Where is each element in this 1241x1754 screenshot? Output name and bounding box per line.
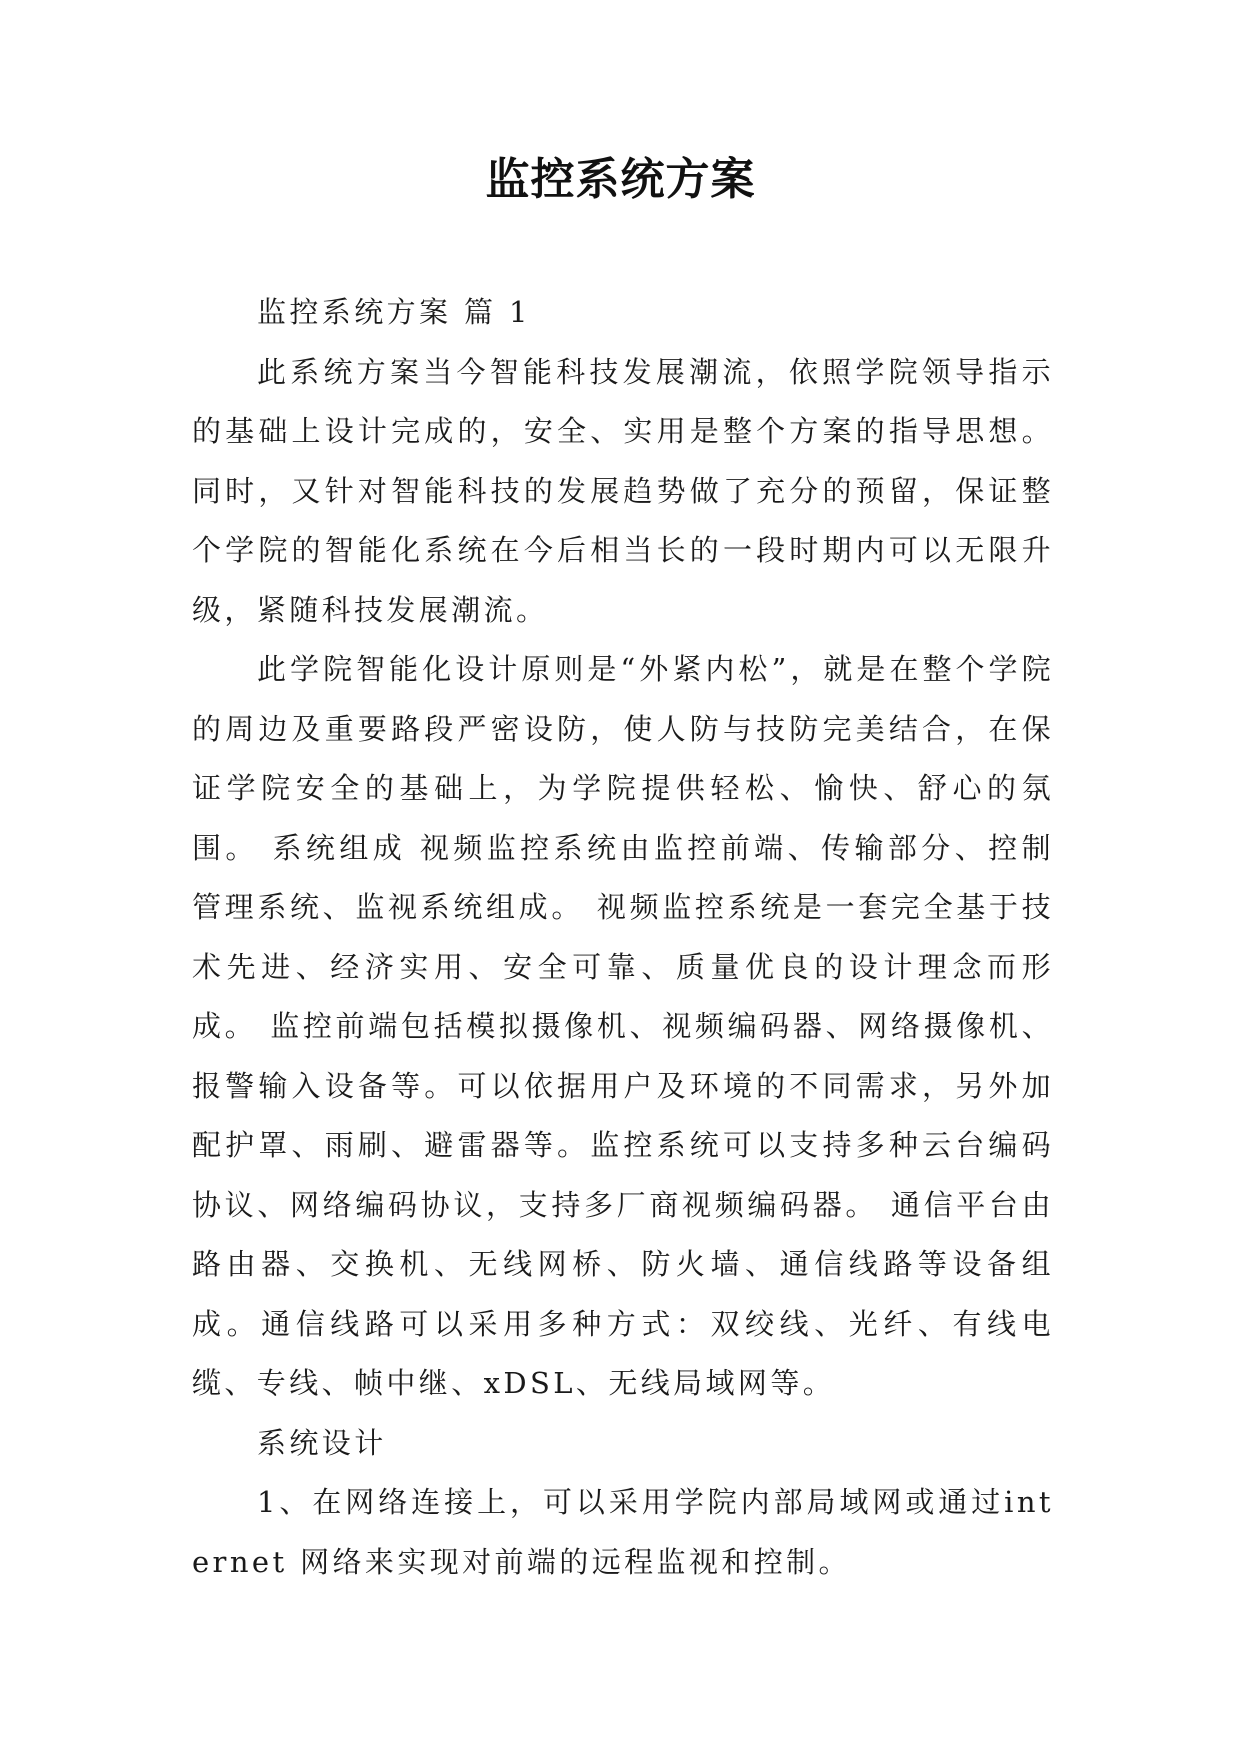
subsection-heading: 系统设计 [257,1425,387,1460]
document-body [192,283,1054,1592]
section-heading: 监控系统方案 篇 1 [257,295,531,329]
document-title: 监控系统方案 [485,154,756,205]
body-paragraph: 此系统方案当今智能科技发展潮流，依照学院领导指示的基础上设计完成的，安全、实用是整个方案的指导思想。同时，又针对智能科技的发展趋势做了充分的预留，保证整个学院的智能化系统在今后相当长的一段时期内可以无限升级，紧随科技发展潮流。 [192,354,1054,627]
body-paragraph: 1、在网络连接上，可以采用学院内部局域网或通过internet 网络来实现对前端的远程监视和控制。 [192,1485,1054,1579]
body-paragraph: 此学院智能化设计原则是“外紧内松”，就是在整个学院的周边及重要路段严密设防，使人防与技防完美结合，在保证学院安全的基础上，为学院提供轻松、愉快、舒心的氛围。 系统组成 视频监控系统由监控前端、传输部分、控制管理系统、监视系统组成。 视频监控系统是一套完全基于技术先进、经济实用、安全可靠、质量优良的设计理念而形成。 监控前端包括模拟摄像机、视频编码器、网络摄像机、报警输入设备等。可以依据用户及环境的不同需求，另外加配护罩、雨刷、避雷器等。监控系统可以支持多种云台编码协议、网络编码协议，支持多厂商视频编码器。 通信平台由路由器、交换机、无线网桥、防火墙、通信线路等设备组成。通信线路可以采用多种方式：双绞线、光纤、有线电缆、专线、帧中继、xDSL、无线局域网等。 [192,652,1054,1400]
